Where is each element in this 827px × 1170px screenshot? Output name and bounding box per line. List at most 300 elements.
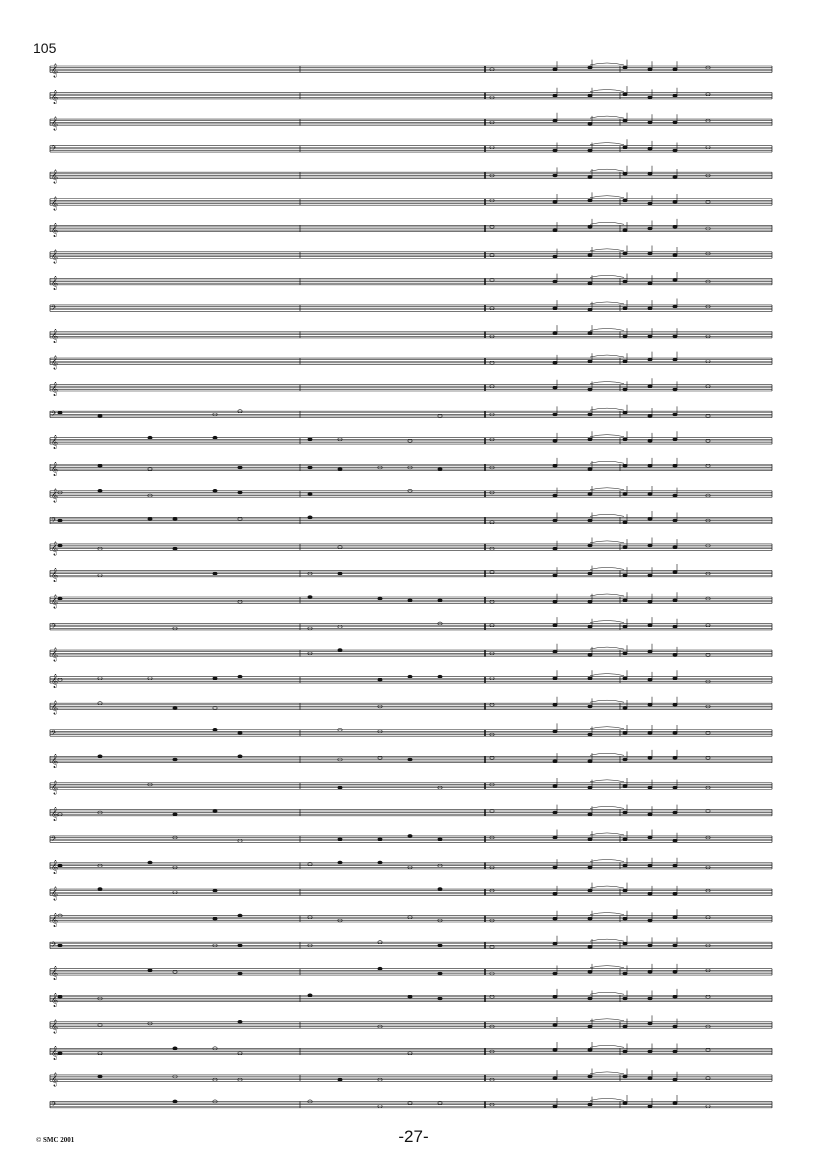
staff <box>50 750 772 767</box>
note-head <box>148 969 152 972</box>
note-head <box>623 335 627 338</box>
note-head <box>623 917 627 920</box>
note-head <box>623 758 627 761</box>
note-head <box>623 1050 627 1053</box>
note-head <box>673 464 677 467</box>
treble-clef-icon: 𝄞 <box>51 753 59 768</box>
tie <box>590 382 624 384</box>
note-head <box>438 468 442 471</box>
note-head <box>648 786 652 789</box>
note-head <box>553 255 557 258</box>
note-head <box>438 944 442 947</box>
note-head <box>553 68 557 71</box>
note-head <box>98 414 102 417</box>
note-head <box>553 439 557 442</box>
note-head <box>673 388 677 391</box>
note-head <box>553 1024 557 1027</box>
note-head <box>673 756 677 759</box>
staff <box>50 1042 772 1059</box>
note-head <box>623 997 627 1000</box>
staff <box>50 805 772 821</box>
note-head <box>553 361 557 364</box>
note-head <box>648 414 652 417</box>
note-head <box>553 703 557 706</box>
note-head <box>238 731 242 734</box>
note-head <box>213 677 217 680</box>
note-head <box>338 861 342 864</box>
note-head <box>673 254 677 257</box>
tie <box>590 329 624 331</box>
staff <box>50 564 772 581</box>
note-head <box>553 386 557 389</box>
note-head <box>98 464 102 467</box>
note-head <box>438 997 442 1000</box>
staff <box>50 830 772 844</box>
note-head <box>673 571 677 574</box>
note-head <box>58 1052 62 1055</box>
note-head <box>338 468 342 471</box>
note-head <box>648 1050 652 1053</box>
note-head <box>623 411 627 414</box>
note-head <box>588 519 592 522</box>
bass-clef-icon: 𝄢 <box>51 410 57 420</box>
tie <box>590 435 624 437</box>
note-head <box>58 519 62 522</box>
note-head <box>623 785 627 788</box>
note-head <box>623 438 627 441</box>
staff <box>50 511 772 525</box>
staff <box>50 352 772 369</box>
treble-clef-icon: 𝄞 <box>51 673 59 688</box>
treble-clef-icon: 𝄞 <box>51 540 59 555</box>
note-head <box>623 599 627 602</box>
note-head <box>673 1025 677 1028</box>
note-head <box>623 280 627 283</box>
note-head <box>553 785 557 788</box>
note-head <box>648 517 652 520</box>
note-head <box>588 94 592 97</box>
note-head <box>623 546 627 549</box>
staff <box>50 431 772 448</box>
tie <box>590 621 624 623</box>
bass-clef-icon: 𝄢 <box>51 834 57 844</box>
note-head <box>308 466 312 469</box>
note-head <box>553 760 557 763</box>
staff <box>50 272 772 289</box>
note-head <box>623 146 627 149</box>
tie <box>590 90 624 92</box>
note-head <box>553 995 557 998</box>
note-head <box>553 413 557 416</box>
note-head <box>173 1100 177 1103</box>
note-head <box>673 625 677 628</box>
tie <box>590 833 624 835</box>
note-head <box>238 972 242 975</box>
treble-clef-icon: 𝄞 <box>51 1045 59 1060</box>
note-head <box>588 1103 592 1106</box>
staff <box>50 139 772 153</box>
tie <box>590 806 624 808</box>
note-head <box>673 1050 677 1053</box>
tie <box>590 567 624 569</box>
measure-number: 105 <box>33 40 57 56</box>
note-head <box>623 66 627 69</box>
note-head <box>308 994 312 997</box>
note-head <box>238 466 242 469</box>
note-head <box>673 677 677 680</box>
staff <box>50 60 772 77</box>
treble-clef-icon: 𝄞 <box>51 859 59 874</box>
note-head <box>588 572 592 575</box>
note-head <box>238 491 242 494</box>
staff <box>50 219 772 236</box>
note-head <box>408 758 412 761</box>
note-head <box>673 519 677 522</box>
tie <box>590 674 624 676</box>
tie <box>590 1098 624 1100</box>
note-head <box>378 678 382 681</box>
note-head <box>673 121 677 124</box>
note-head <box>623 707 627 710</box>
note-head <box>588 889 592 892</box>
note-head <box>623 119 627 122</box>
note-head <box>623 838 627 841</box>
note-head <box>673 225 677 228</box>
note-head <box>588 677 592 680</box>
note-head <box>58 995 62 998</box>
note-head <box>673 279 677 282</box>
treble-clef-icon: 𝄞 <box>51 806 59 821</box>
treble-clef-icon: 𝄞 <box>51 355 59 370</box>
note-head <box>648 624 652 627</box>
note-head <box>588 360 592 363</box>
note-head <box>673 68 677 71</box>
note-head <box>553 119 557 122</box>
note-head <box>58 411 62 414</box>
note-head <box>588 625 592 628</box>
note-head <box>173 547 177 550</box>
note-head <box>648 96 652 99</box>
note-head <box>648 600 652 603</box>
note-head <box>673 892 677 895</box>
note-head <box>623 388 627 391</box>
note-head <box>673 413 677 416</box>
note-head <box>673 94 677 97</box>
note-head <box>673 653 677 656</box>
tie <box>590 249 624 251</box>
note-head <box>553 149 557 152</box>
note-head <box>553 307 557 310</box>
note-head <box>553 1105 557 1108</box>
note-head <box>588 332 592 335</box>
note-head <box>648 282 652 285</box>
staff <box>50 778 772 794</box>
staff <box>50 670 772 687</box>
bass-clef-icon: 𝄢 <box>51 941 57 951</box>
note-head <box>588 149 592 152</box>
staff <box>50 86 772 103</box>
staff <box>50 936 772 950</box>
note-head <box>553 280 557 283</box>
note-head <box>553 811 557 814</box>
staff <box>50 858 772 874</box>
note-head <box>553 200 557 203</box>
note-head <box>623 172 627 175</box>
tie <box>590 966 624 968</box>
note-head <box>408 599 412 602</box>
note-head <box>378 838 382 841</box>
note-head <box>648 121 652 124</box>
note-head <box>553 972 557 975</box>
note-head <box>623 1075 627 1078</box>
tie <box>590 886 624 888</box>
note-head <box>673 200 677 203</box>
note-head <box>338 572 342 575</box>
note-head <box>623 811 627 814</box>
staff <box>50 617 772 631</box>
note-head <box>553 494 557 497</box>
note-head <box>623 652 627 655</box>
note-head <box>673 916 677 919</box>
note-head <box>588 838 592 841</box>
note-head <box>553 892 557 895</box>
staff <box>50 166 772 183</box>
tie <box>590 594 624 596</box>
bass-clef-icon: 𝄢 <box>51 516 57 526</box>
note-head <box>588 388 592 391</box>
note-head <box>238 914 242 917</box>
note-head <box>98 888 102 891</box>
tie <box>590 222 624 224</box>
note-head <box>588 733 592 736</box>
tie <box>590 169 624 171</box>
note-head <box>553 917 557 920</box>
note-head <box>58 544 62 547</box>
staff <box>50 1069 772 1086</box>
note-head <box>238 675 242 678</box>
note-head <box>648 944 652 947</box>
note-head <box>588 760 592 763</box>
note-head <box>673 438 677 441</box>
note-head <box>673 703 677 706</box>
note-head <box>173 1047 177 1050</box>
treble-clef-icon: 𝄞 <box>51 381 59 396</box>
note-head <box>673 305 677 308</box>
note-head <box>553 650 557 653</box>
note-head <box>588 544 592 547</box>
treble-clef-icon: 𝄞 <box>51 700 59 715</box>
note-head <box>623 493 627 496</box>
staff <box>50 989 772 1006</box>
note-head <box>648 997 652 1000</box>
note-head <box>623 360 627 363</box>
treble-clef-icon: 𝄞 <box>51 886 59 901</box>
note-head <box>98 1075 102 1078</box>
note-head <box>308 596 312 599</box>
tie <box>590 196 624 198</box>
note-head <box>623 942 627 945</box>
note-head <box>648 464 652 467</box>
note-head <box>648 813 652 816</box>
note-head <box>673 970 677 973</box>
note-head <box>338 786 342 789</box>
staff <box>50 325 772 342</box>
note-head <box>673 1078 677 1081</box>
note-head <box>588 176 592 179</box>
bass-clef-icon: 𝄢 <box>51 303 57 313</box>
note-head <box>308 438 312 441</box>
staff <box>50 697 772 714</box>
treble-clef-icon: 𝄞 <box>51 1071 59 1086</box>
note-head <box>648 864 652 867</box>
note-head <box>173 707 177 710</box>
note-head <box>623 731 627 734</box>
note-head <box>148 436 152 439</box>
staff <box>50 378 772 395</box>
note-head <box>553 866 557 869</box>
note-head <box>648 439 652 442</box>
note-head <box>588 970 592 973</box>
treble-clef-icon: 𝄞 <box>51 487 59 502</box>
note-head <box>338 649 342 652</box>
note-head <box>553 519 557 522</box>
note-head <box>648 650 652 653</box>
note-head <box>648 678 652 681</box>
note-head <box>648 1077 652 1080</box>
note-head <box>338 1078 342 1081</box>
note-head <box>623 1102 627 1105</box>
note-head <box>648 1105 652 1108</box>
note-head <box>378 861 382 864</box>
note-head <box>338 838 342 841</box>
note-head <box>213 572 217 575</box>
note-head <box>673 494 677 497</box>
note-head <box>238 755 242 758</box>
note-head <box>623 972 627 975</box>
note-head <box>623 521 627 524</box>
copyright-notice: © SMC 2001 <box>36 1136 75 1144</box>
note-head <box>623 574 627 577</box>
tie <box>590 488 624 490</box>
note-head <box>173 813 177 816</box>
note-head <box>623 864 627 867</box>
note-head <box>588 786 592 789</box>
note-head <box>673 731 677 734</box>
treble-clef-icon: 𝄞 <box>51 195 59 210</box>
note-head <box>98 755 102 758</box>
note-head <box>588 653 592 656</box>
note-head <box>58 864 62 867</box>
note-head <box>588 468 592 471</box>
note-head <box>553 94 557 97</box>
note-head <box>213 728 217 731</box>
tie <box>590 992 624 994</box>
note-head <box>648 836 652 839</box>
note-head <box>648 703 652 706</box>
note-head <box>648 970 652 973</box>
tie <box>590 408 624 410</box>
note-head <box>213 810 217 813</box>
note-head <box>648 892 652 895</box>
note-head <box>648 335 652 338</box>
staff <box>50 644 772 661</box>
staff <box>50 538 772 555</box>
note-head <box>588 413 592 416</box>
note-head <box>308 516 312 519</box>
note-head <box>648 227 652 230</box>
note-head <box>623 229 627 232</box>
note-head <box>588 122 592 125</box>
tie <box>590 1045 624 1047</box>
note-head <box>648 731 652 734</box>
note-head <box>213 889 217 892</box>
note-head <box>673 176 677 179</box>
note-head <box>623 93 627 96</box>
note-head <box>378 967 382 970</box>
staff <box>50 1095 772 1109</box>
tie <box>590 275 624 277</box>
note-head <box>648 1022 652 1025</box>
treble-clef-icon: 𝄞 <box>51 912 59 927</box>
note-head <box>553 1077 557 1080</box>
tie <box>590 116 624 118</box>
note-head <box>648 756 652 759</box>
note-head <box>588 945 592 948</box>
note-head <box>553 174 557 177</box>
note-head <box>553 332 557 335</box>
staff <box>50 192 772 209</box>
bass-clef-icon: 𝄢 <box>51 1100 57 1110</box>
tie <box>590 753 624 755</box>
note-head <box>408 675 412 678</box>
note-head <box>553 836 557 839</box>
staff <box>50 964 772 980</box>
note-head <box>648 307 652 310</box>
note-head <box>673 811 677 814</box>
note-head <box>553 624 557 627</box>
treble-clef-icon: 𝄞 <box>51 89 59 104</box>
note-head <box>588 438 592 441</box>
tie <box>590 1072 624 1074</box>
note-head <box>623 1025 627 1028</box>
note-head <box>673 839 677 842</box>
note-head <box>648 919 652 922</box>
treble-clef-icon: 𝄞 <box>51 222 59 237</box>
note-head <box>648 172 652 175</box>
note-head <box>648 202 652 205</box>
note-head <box>588 866 592 869</box>
staff <box>50 486 772 502</box>
tie <box>590 461 624 463</box>
note-head <box>148 861 152 864</box>
tie <box>590 913 624 915</box>
note-head <box>673 944 677 947</box>
note-head <box>553 677 557 680</box>
note-head <box>648 544 652 547</box>
treble-clef-icon: 𝄞 <box>51 1018 59 1033</box>
note-head <box>588 66 592 69</box>
staff <box>50 723 772 737</box>
note-head <box>588 282 592 285</box>
note-head <box>588 1075 592 1078</box>
note-head <box>623 199 627 202</box>
page-number: -27- <box>398 1127 429 1146</box>
note-head <box>438 972 442 975</box>
note-head <box>58 944 62 947</box>
note-head <box>588 1025 592 1028</box>
note-head <box>238 944 242 947</box>
tie <box>590 647 624 649</box>
